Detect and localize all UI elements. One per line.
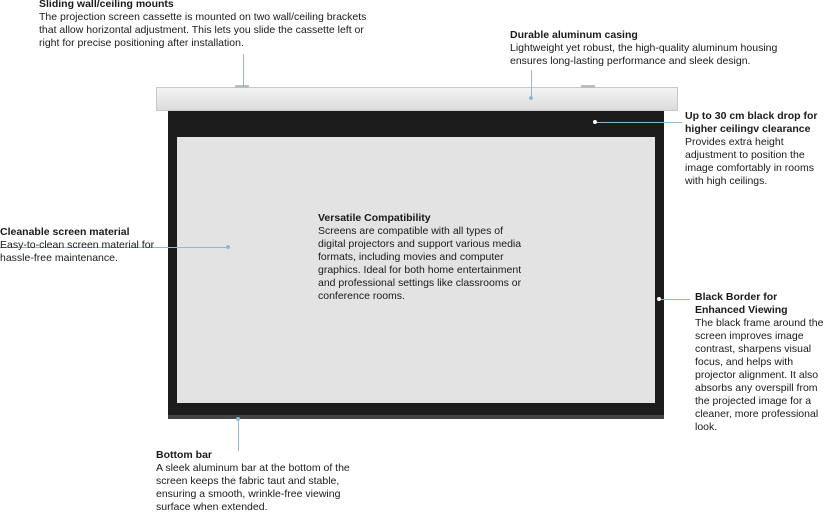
callout-body: Screens are compatible with all types of digital projectors and support various media formats, including movies and computer graphics. Ideal for both home entertainment and professional settings like classrooms or conference rooms.	[318, 225, 522, 302]
callout-sliding-mounts	[39, 0, 379, 50]
leader-aluminum-casing	[531, 70, 532, 98]
callout-body: Easy-to-clean screen material for hassle-free maintenance.	[0, 239, 155, 264]
bottom-bar	[168, 415, 664, 419]
callout-body: The projection screen cassette is mounted on two wall/ceiling brackets that allow horizontal adjustment. This lets you slide the cassette left or right for precise positioning after installation.	[39, 11, 367, 49]
leader-black-drop	[596, 122, 682, 123]
callout-title: Bottom bar	[156, 449, 212, 461]
marker-bottom-bar	[236, 417, 240, 421]
callout-versatile-compatibility	[318, 212, 530, 303]
leader-black-border	[660, 299, 690, 300]
callout-bottom-bar	[156, 449, 371, 514]
callout-cleanable-material	[0, 226, 160, 265]
callout-aluminum-casing	[510, 29, 800, 68]
callout-black-border	[695, 291, 825, 434]
marker-cleanable-material	[226, 245, 230, 249]
marker-black-drop	[593, 120, 597, 124]
callout-black-drop	[685, 110, 825, 188]
callout-body: A sleek aluminum bar at the bottom of the screen keeps the fabric taut and stable, ensuring a smooth, wrinkle-free viewing surface when extended.	[156, 462, 350, 513]
leader-bottom-bar	[238, 419, 239, 451]
marker-black-border	[657, 297, 661, 301]
callout-title: Versatile Compatibility	[318, 212, 431, 224]
marker-aluminum-casing	[529, 96, 533, 100]
callout-body: The black frame around the screen improves image contrast, sharpens visual focus, and helps with projector alignment. It also absorbs any overspill from the projected image for a cleaner, more professional look.	[695, 317, 824, 433]
callout-body: Provides extra height adjustment to position the image comfortably in rooms with high ceilings.	[685, 136, 814, 187]
callout-title: Durable aluminum casing	[510, 29, 638, 41]
mount-bracket-right	[581, 85, 595, 88]
callout-title: Black Border for Enhanced Viewing	[695, 291, 788, 316]
mount-bracket-left	[235, 85, 249, 88]
aluminum-casing	[156, 87, 678, 111]
callout-title: Sliding wall/ceiling mounts	[39, 0, 174, 10]
callout-title: Cleanable screen material	[0, 226, 130, 238]
callout-title: Up to 30 cm black drop for higher ceilingv clearance	[685, 110, 818, 135]
callout-body: Lightweight yet robust, the high-quality aluminum housing ensures long-lasting performance and sleek design.	[510, 42, 778, 67]
leader-sliding-mounts	[243, 54, 244, 87]
